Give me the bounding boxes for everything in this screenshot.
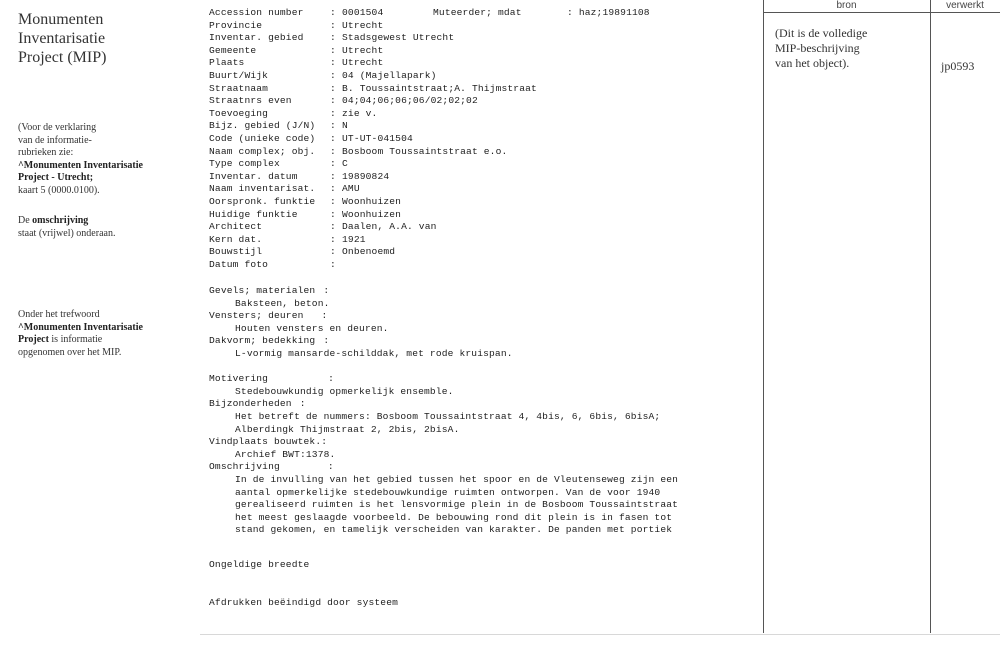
note-verklaring: (Voor de verklaring van de informatie- rubrieken zie: ^Monumenten Inventarisatie Project - Utrecht; kaart 5 (0000.0100). — [18, 122, 143, 196]
section-body: Baksteen, beton. — [235, 297, 330, 309]
description-sections — [209, 285, 761, 537]
note-omschrijving: De omschrijving staat (vrijwel) onderaan. — [18, 215, 116, 239]
field-row: Bouwstijl : Onbenoemd — [209, 246, 396, 258]
section-heading: Bijzonderheden : — [209, 398, 306, 410]
field-row: Buurt/Wijk : 04 (Majellapark) — [209, 69, 437, 81]
field-row: Inventar. gebied : Stadsgewest Utrecht — [209, 32, 455, 44]
header-verwerkt: verwerkt — [946, 0, 984, 11]
section-body: Houten vensters en deuren. — [235, 322, 389, 334]
header-bron: bron — [836, 0, 857, 11]
section-body: gerealiseerd ruimten is het lensvormige plein in de Bosboom Toussaintstraat — [235, 499, 679, 511]
section-body: Het betreft de nummers: Bosboom Toussaintstraat 4, 4bis, 6, 6bis, 6bisA; — [235, 410, 661, 422]
field-row: Kern dat. : 1921 — [209, 233, 366, 245]
field-row: Huidige funktie : Woonhuizen — [209, 208, 402, 220]
field-row: Straatnaam : B. Toussaintstraat;A. Thijmstraat — [209, 82, 537, 94]
section-heading: Dakvorm; bedekking : — [209, 335, 330, 347]
field-row: Gemeente : Utrecht — [209, 44, 384, 56]
section-body: L-vormig mansarde-schilddak, met rode kruispan. — [235, 347, 513, 359]
ongeldige-breedte-notice: Ongeldige breedte — [209, 559, 310, 570]
field-row: Plaats : Utrecht — [209, 57, 384, 69]
column-divider — [763, 0, 764, 633]
header-divider — [763, 12, 1000, 13]
field-row: Architect : Daalen, A.A. van — [209, 221, 437, 233]
section-body: het meest geslaagde voorbeeld. De bebouwing rond dit plein is in fasen tot — [235, 511, 673, 523]
field-row: Naam inventarisat. : AMU — [209, 183, 360, 195]
print-ended-notice: Afdrukken beëindigd door systeem — [209, 597, 399, 608]
field-colon: : — [330, 7, 336, 18]
section-body: stand gekomen, en tamelijk verscheiden van karakter. De panden met portiek — [235, 524, 673, 536]
column-divider — [930, 0, 931, 633]
muteerder-value: : haz;19891108 — [567, 7, 650, 18]
field-row: Type complex : C — [209, 158, 348, 170]
field-row: Inventar. datum : 19890824 — [209, 170, 390, 182]
field-row: Provincie : Utrecht — [209, 19, 384, 31]
field-label: Accession number — [209, 7, 304, 18]
note-trefwoord: Onder het trefwoord ^Monumenten Inventarisatie Project is informatie opgenomen over het MIP. — [18, 309, 143, 358]
bottom-rule — [200, 634, 1000, 635]
section-body: Alberdingk Thijmstraat 2, 2bis, 2bisA. — [235, 423, 460, 435]
section-body: In de invulling van het gebied tussen het spoor en de Vleutenseweg zijn een — [235, 473, 679, 485]
section-body: Stedebouwkundig opmerkelijk ensemble. — [235, 385, 454, 397]
verwerkt-code: jp0593 — [941, 59, 975, 73]
section-body: Archief BWT:1378. — [235, 448, 336, 460]
section-heading: Vindplaats bouwtek.: — [209, 436, 328, 448]
field-row: Bijz. gebied (J/N) : N — [209, 120, 348, 132]
section-heading: Vensters; deuren : — [209, 310, 328, 322]
collection-title: Monumenten Inventarisatie Project (MIP) — [18, 11, 107, 66]
section-heading: Gevels; materialen : — [209, 285, 330, 296]
section-heading: Motivering : — [209, 373, 334, 385]
section-heading: Omschrijving : — [209, 461, 334, 473]
left-info-panel — [18, 10, 198, 358]
field-row: Oorspronk. funktie : Woonhuizen — [209, 195, 402, 207]
field-row: Datum foto : — [209, 258, 336, 270]
section-body: aantal opmerkelijke stedebouwkundige ruimten ontworpen. Van de voor 1940 — [235, 486, 661, 498]
field-value: 0001504 — [342, 7, 384, 18]
field-list — [209, 20, 761, 272]
muteerder-label: Muteerder; mdat — [433, 7, 522, 18]
field-row: Naam complex; obj. : Bosboom Toussaintstraat e.o. — [209, 145, 508, 157]
field-row: Straatnrs even : 04;04;06;06;06/02;02;02 — [209, 95, 478, 107]
bron-note: (Dit is de volledige MIP-beschrijving van het object). — [775, 26, 868, 70]
field-row: Code (unieke code) : UT-UT-041504 — [209, 132, 413, 144]
field-row: Toevoeging : zie v. — [209, 107, 378, 119]
